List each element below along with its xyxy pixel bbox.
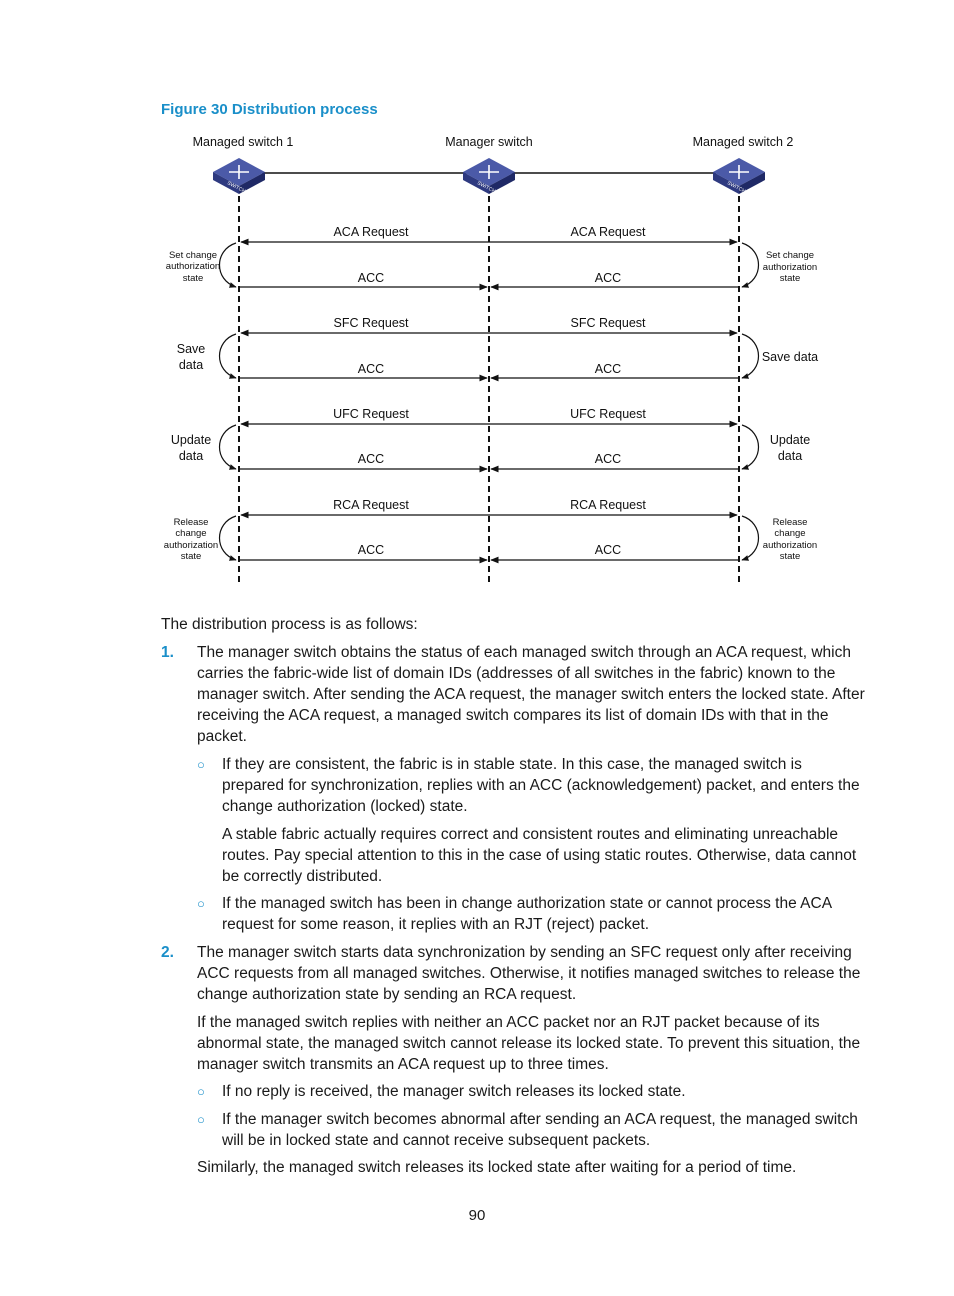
- left-note-line: Release: [173, 517, 209, 528]
- left-note-line: state: [180, 551, 202, 562]
- acc-label: ACC: [594, 543, 622, 557]
- process-arc-right: [742, 516, 759, 560]
- node-label-manager-switch: Manager switch: [445, 135, 533, 149]
- process-arc-left: [220, 516, 237, 560]
- process-arc-right: [742, 334, 759, 378]
- right-note-line: authorization: [762, 262, 818, 273]
- step-2-text: The manager switch starts data synchronization by sending an SFC request only after receiving ACC requests from all managed switches. Otherwise, it notifies managed switches to release the change authorization state by sending an RCA request.: [197, 944, 861, 1003]
- sfc-request-label: SFC Request: [570, 316, 646, 330]
- left-note-line: data: [178, 449, 204, 463]
- left-note-line: Set change: [168, 250, 218, 261]
- right-note-line: change: [774, 528, 806, 539]
- right-note-line: state: [779, 551, 801, 562]
- node-label-managed-switch-2: Managed switch 2: [692, 135, 794, 149]
- node-label-managed-switch-1: Managed switch 1: [192, 135, 294, 149]
- step-2-number: 2.: [161, 944, 174, 961]
- step-1-bullet-1-note: A stable fabric actually requires correct and consistent routes and eliminating unreachable routes. Pay special attention to this in the case of using static routes. Otherwise, data cannot be correctly distributed.: [222, 826, 857, 885]
- bullet-icon: ○: [197, 1112, 205, 1127]
- ufc-request-label: UFC Request: [333, 407, 409, 421]
- left-note-line: Save: [176, 342, 206, 356]
- figure-title: Figure 30 Distribution process: [161, 101, 378, 118]
- acc-label: ACC: [357, 271, 385, 285]
- bullet-icon: ○: [197, 757, 205, 772]
- acc-label: ACC: [594, 271, 622, 285]
- ufc-request-label: UFC Request: [570, 407, 646, 421]
- step-2-bullet-1: If no reply is received, the manager switch releases its locked state.: [222, 1083, 686, 1100]
- page-number: 90: [468, 1207, 486, 1224]
- acc-label: ACC: [594, 362, 622, 376]
- step-2-bullet-2: If the manager switch becomes abnormal after sending an ACA request, the managed switch will be in locked state and cannot receive subsequent packets.: [222, 1111, 858, 1149]
- rca-request-label: RCA Request: [333, 498, 409, 512]
- step-2-closing: Similarly, the managed switch releases its locked state after waiting for a period of time.: [197, 1159, 797, 1176]
- switch-icon: [713, 158, 765, 195]
- right-note-line: Update: [769, 433, 811, 447]
- process-arc-left: [220, 425, 237, 469]
- left-note-line: change: [175, 528, 207, 539]
- switch-icon-caption: SWITCH: [476, 180, 497, 195]
- sfc-request-label: SFC Request: [333, 316, 409, 330]
- left-note-line: authorization: [163, 540, 219, 551]
- left-note-line: authorization: [165, 261, 221, 272]
- right-note-line: state: [779, 273, 801, 284]
- distribution-process-diagram: [0, 0, 954, 600]
- right-note-line: Set change: [765, 250, 815, 261]
- process-arc-left: [220, 334, 237, 378]
- aca-request-label: ACA Request: [333, 225, 409, 239]
- switch-icon-caption: SWITCH: [226, 180, 247, 195]
- left-note-line: state: [182, 273, 204, 284]
- aca-request-label: ACA Request: [570, 225, 646, 239]
- step-2-paragraph: If the managed switch replies with neither an ACC packet nor an RJT packet because of its abnormal state, the managed switch cannot release its locked state. To prevent this situation, the manager switch transmits an ACA request up to three times.: [197, 1014, 861, 1073]
- bullet-icon: ○: [197, 1084, 205, 1099]
- step-1-bullet-2: If the managed switch has been in change authorization state or cannot process the ACA request for some reason, it replies with an RJT (reject) packet.: [222, 895, 832, 933]
- switch-icon: [463, 158, 515, 195]
- process-arc-left: [220, 243, 237, 287]
- right-note-line: Release: [772, 517, 808, 528]
- left-note-line: Update: [170, 433, 212, 447]
- switch-icon: [213, 158, 265, 195]
- rca-request-label: RCA Request: [570, 498, 646, 512]
- acc-label: ACC: [357, 362, 385, 376]
- process-arc-right: [742, 425, 759, 469]
- bullet-icon: ○: [197, 896, 205, 911]
- step-1-bullet-1: If they are consistent, the fabric is in stable state. In this case, the managed switch is prepared for synchronization, replies with an ACC (acknowledgement) packet, and enters the change authorization (locked) state.: [222, 756, 860, 815]
- intro-paragraph: The distribution process is as follows:: [161, 616, 418, 633]
- right-note-line: authorization: [762, 540, 818, 551]
- step-1-number: 1.: [161, 644, 174, 661]
- left-note-line: data: [178, 358, 204, 372]
- right-note-line: Save data: [761, 350, 819, 364]
- right-note-line: data: [777, 449, 803, 463]
- switch-icon-caption: SWITCH: [726, 180, 747, 195]
- acc-label: ACC: [357, 543, 385, 557]
- process-arc-right: [742, 243, 759, 287]
- acc-label: ACC: [594, 452, 622, 466]
- acc-label: ACC: [357, 452, 385, 466]
- step-1-text: The manager switch obtains the status of each managed switch through an ACA request, which carries the fabric-wide list of domain IDs (addresses of all switches in the fabric) known to the manager switch. After sending the ACA request, the manager switch enters the locked state. After receiving the ACA request, a managed switch compares its list of domain IDs with that in the packet.: [197, 644, 865, 745]
